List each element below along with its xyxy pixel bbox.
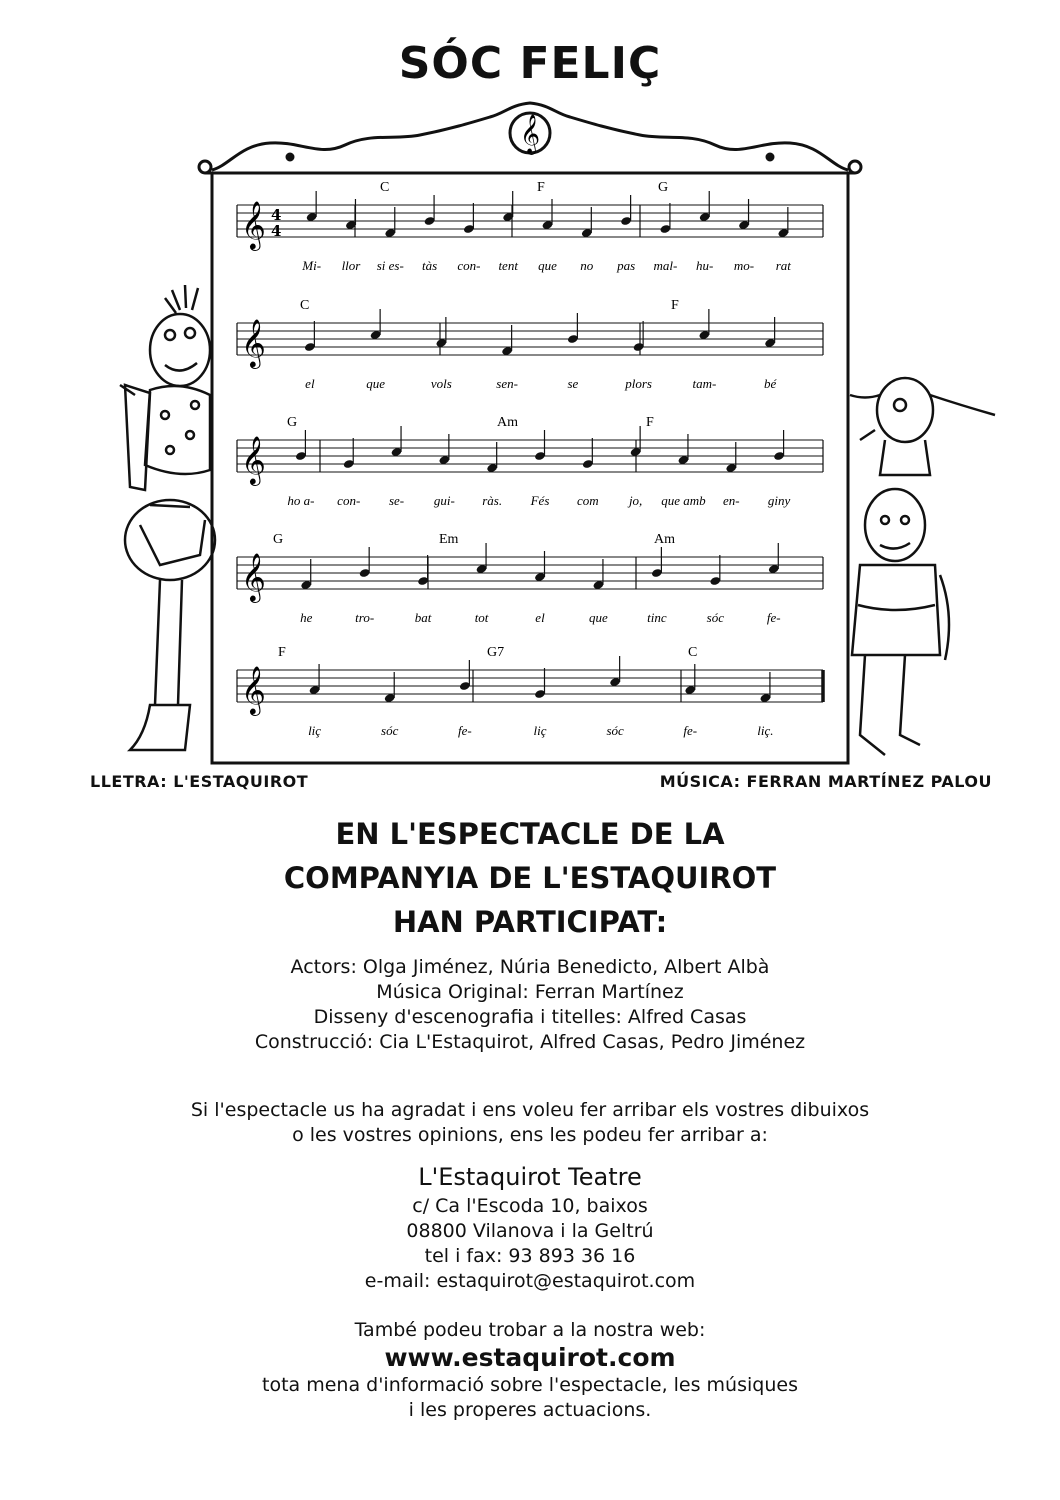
lyric-syllable: si es- xyxy=(376,258,404,273)
lyric-syllable: que amb xyxy=(661,493,706,508)
svg-text:𝄞: 𝄞 xyxy=(519,114,541,154)
lyric-syllable: plors xyxy=(625,376,652,391)
intro-line-1: Si l'espectacle us ha agradat i ens voleu fer arribar els vostres dibuixos xyxy=(190,1099,870,1121)
lyric-syllable: bat xyxy=(414,610,432,625)
lyric-syllable: que xyxy=(538,258,557,273)
lyric-syllable: ho a- xyxy=(287,493,315,508)
lyric-syllable: Mi- xyxy=(302,258,322,273)
lyric-syllable: Fés xyxy=(530,493,550,508)
lyric-syllable: tinc xyxy=(647,610,667,625)
lyric-syllable: fe- xyxy=(457,723,472,738)
lyric-syllable: bé xyxy=(763,376,777,391)
lyric-syllable: fe- xyxy=(683,723,698,738)
cast-design: Disseny d'escenografia i titelles: Alfred Casas xyxy=(313,1006,747,1028)
contact-address: c/ Ca l'Escoda 10, baixos xyxy=(412,1195,648,1217)
chord-symbol: Am xyxy=(654,532,675,547)
chord-symbol: F xyxy=(646,415,654,430)
cast-music: Música Original: Ferran Martínez xyxy=(376,981,684,1003)
chord-symbol: G7 xyxy=(487,645,505,660)
website-link[interactable]: www.estaquirot.com xyxy=(384,1343,676,1372)
heading-line-3: HAN PARTICIPAT: xyxy=(392,905,668,939)
lyric-syllable: tot xyxy=(474,610,489,625)
chord-symbol: G xyxy=(658,180,669,195)
lyric-syllable: con- xyxy=(457,258,481,273)
chord-symbol: G xyxy=(287,415,298,430)
cast-list xyxy=(0,955,1060,1055)
lyricist-credit: LLETRA: L'ESTAQUIROT xyxy=(90,772,309,791)
lyric-syllable: ràs. xyxy=(482,493,503,508)
web-line-2: tota mena d'informació sobre l'espectacle, les músiques xyxy=(262,1374,798,1396)
treble-clef-icon: 𝄞 xyxy=(241,665,266,714)
chord-symbol: Em xyxy=(439,532,459,547)
cast-actors: Actors: Olga Jiménez, Núria Benedicto, Albert Albà xyxy=(290,956,770,978)
chord-symbol: C xyxy=(688,645,698,660)
lyric-syllable: que xyxy=(366,376,386,391)
chord-symbol: F xyxy=(537,180,545,195)
composer-credit: MÚSICA: FERRAN MARTÍNEZ PALOU xyxy=(659,772,992,791)
lyric-syllable: he xyxy=(300,610,313,625)
time-signature-top: 4 xyxy=(271,206,282,224)
lyric-syllable: no xyxy=(580,258,594,273)
lyric-syllable: sóc xyxy=(381,723,399,738)
time-signature-bottom: 4 xyxy=(271,222,282,240)
chord-symbol: Am xyxy=(497,415,518,430)
lyric-syllable: se- xyxy=(388,493,405,508)
contact-email[interactable]: e-mail: estaquirot@estaquirot.com xyxy=(364,1270,696,1292)
web-info xyxy=(0,1318,1060,1423)
treble-clef-icon: 𝄞 xyxy=(241,200,266,249)
lyric-syllable: el xyxy=(535,610,545,625)
heading-line-1: EN L'ESPECTACLE DE LA xyxy=(335,817,725,851)
lyric-syllable: sóc xyxy=(606,723,624,738)
lyric-syllable: llor xyxy=(341,258,361,273)
lyric-syllable: liç xyxy=(533,723,547,738)
lyric-syllable: mal- xyxy=(653,258,678,273)
lyric-syllable: sóc xyxy=(706,610,725,625)
lyric-syllable: jo, xyxy=(628,493,643,508)
lyric-syllable: el xyxy=(305,376,315,391)
lyric-syllable: tent xyxy=(498,258,518,273)
contact-phone: tel i fax: 93 893 36 16 xyxy=(424,1245,636,1267)
contact-details xyxy=(0,1160,1060,1294)
web-line-3: i les properes actuacions. xyxy=(408,1399,652,1421)
contact-city: 08800 Vilanova i la Geltrú xyxy=(406,1220,654,1242)
participants-heading xyxy=(0,812,1060,944)
song-title: SÓC FELIÇ xyxy=(398,38,662,89)
lyric-syllable: con- xyxy=(337,493,361,508)
chord-symbol: C xyxy=(300,298,310,313)
sheet-music-board xyxy=(0,95,1060,765)
cast-construction: Construcció: Cia L'Estaquirot, Alfred Casas, Pedro Jiménez xyxy=(254,1031,806,1053)
lyric-syllable: tàs xyxy=(421,258,438,273)
treble-clef-icon xyxy=(520,114,540,155)
lyric-syllable: tro- xyxy=(355,610,375,625)
lyric-syllable: hu- xyxy=(696,258,714,273)
lyric-syllable: en- xyxy=(722,493,740,508)
treble-clef-icon: 𝄞 xyxy=(241,318,266,367)
chord-symbol: F xyxy=(671,298,679,313)
chord-symbol: G xyxy=(273,532,284,547)
treble-clef-icon: 𝄞 xyxy=(241,435,266,484)
right-puppets-illustration xyxy=(850,378,995,755)
company-name: L'Estaquirot Teatre xyxy=(418,1163,642,1191)
left-puppet-illustration xyxy=(120,285,215,750)
lyric-syllable: tam- xyxy=(692,376,717,391)
chord-symbol: C xyxy=(380,180,390,195)
lyric-syllable: vols xyxy=(430,376,452,391)
feedback-intro xyxy=(0,1098,1060,1148)
lyric-syllable: mo- xyxy=(733,258,755,273)
heading-line-2: COMPANYIA DE L'ESTAQUIROT xyxy=(283,861,777,895)
lyric-syllable: liç xyxy=(308,723,322,738)
lyric-syllable: gui- xyxy=(433,493,455,508)
intro-line-2: o les vostres opinions, ens les podeu fer arribar a: xyxy=(292,1124,768,1146)
web-line-1: També podeu trobar a la nostra web: xyxy=(354,1319,706,1341)
lyric-syllable: pas xyxy=(617,258,636,273)
lyric-syllable: giny xyxy=(767,493,791,508)
treble-clef-icon: 𝄞 xyxy=(241,552,266,601)
chord-symbol: F xyxy=(278,645,286,660)
lyric-syllable: rat xyxy=(775,258,791,273)
lyric-syllable: liç. xyxy=(757,723,774,738)
lyric-syllable: fe- xyxy=(766,610,781,625)
lyric-syllable: sen- xyxy=(496,376,518,391)
lyric-syllable: se xyxy=(567,376,579,391)
lyric-syllable: que xyxy=(589,610,608,625)
lyric-syllable: com xyxy=(576,493,599,508)
